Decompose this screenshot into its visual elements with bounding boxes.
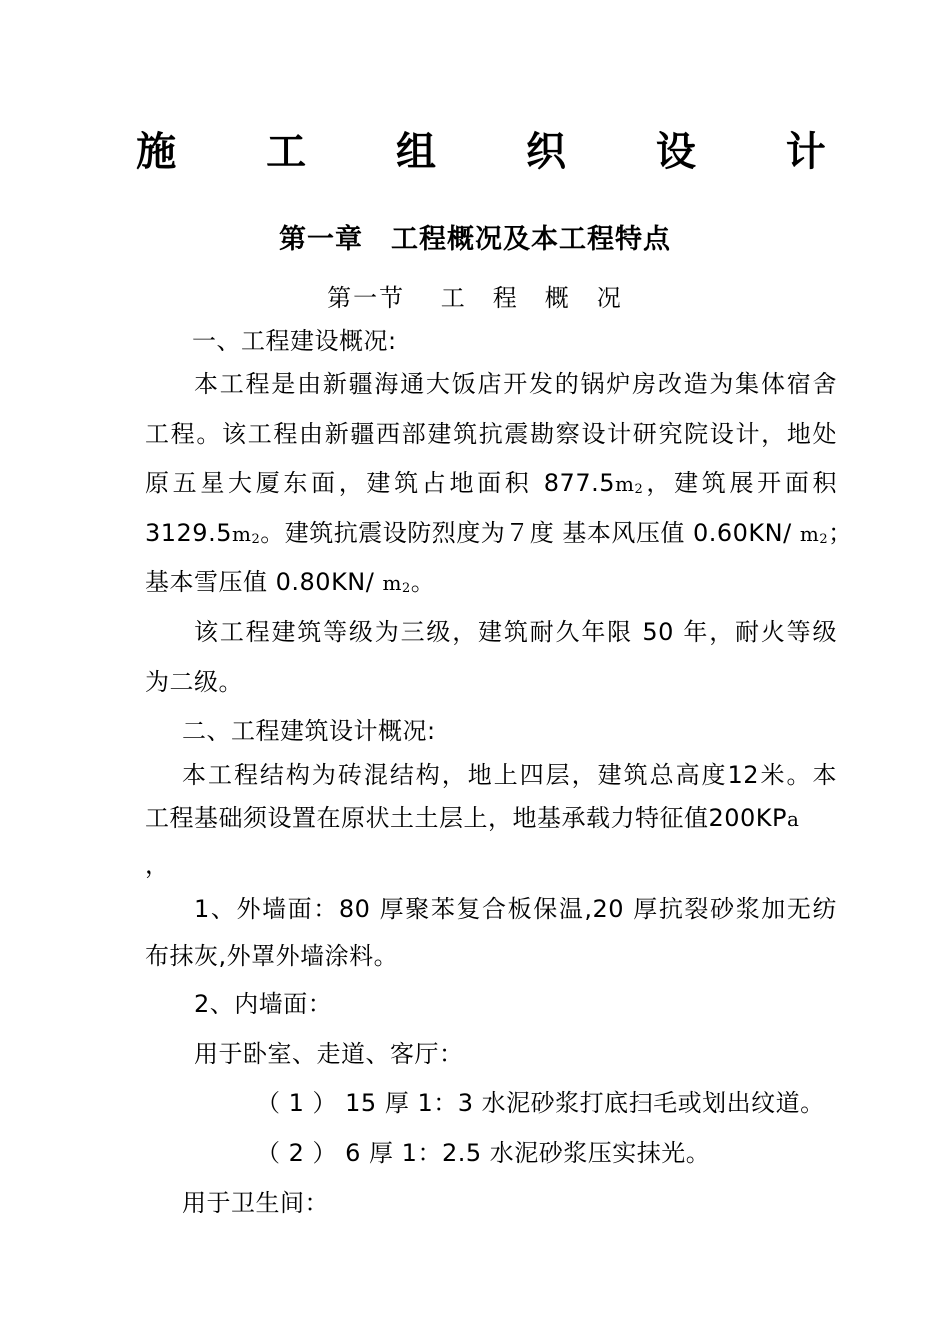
step-item: （ 2 ） 6 厚 1：2.5 水泥砂浆压实抹光。 bbox=[256, 1139, 711, 1167]
paragraph-text: 。建筑抗震设防烈度为７度 基本风压值 0.60KN/ bbox=[260, 519, 792, 547]
paragraph-line: ， bbox=[145, 851, 170, 879]
paragraph-text: 基本雪压值 0.80KN/ bbox=[145, 568, 375, 596]
section-heading: 第一节 工 程 概 况 bbox=[327, 284, 623, 312]
unit-square-meter: $m_2$ bbox=[615, 472, 644, 497]
subheading-construction-overview: 一、工程建设概况: bbox=[192, 327, 397, 355]
paragraph-line: 该工程建筑等级为三级，建筑耐久年限 50 年，耐火等级 bbox=[194, 618, 837, 646]
usage-label-bathroom: 用于卫生间： bbox=[182, 1189, 329, 1217]
paragraph-line: 本工程结构为砖混结构，地上四层，建筑总高度12米。本 bbox=[182, 761, 837, 789]
list-item-continuation: 布抹灰,外罩外墙涂料。 bbox=[145, 942, 399, 970]
paragraph-line bbox=[145, 803, 799, 834]
paragraph-line: 工程。该工程由新疆西部建筑抗震勘察设计研究院设计，地处 bbox=[145, 420, 837, 448]
paragraph-line bbox=[145, 567, 435, 604]
list-item-exterior-wall: 1、外墙面：80 厚聚苯复合板保温,20 厚抗裂砂浆加无纺 bbox=[194, 895, 837, 923]
paragraph-text: 原五星大厦东面，建筑占地面积 877.5 bbox=[145, 469, 615, 497]
paragraph-text: ； bbox=[828, 519, 853, 547]
chapter-heading: 第一章 工程概况及本工程特点 bbox=[279, 224, 671, 255]
paragraph-line bbox=[145, 468, 837, 505]
paragraph-line bbox=[145, 518, 853, 555]
unit-square-meter: $m_2$ bbox=[231, 522, 261, 547]
step-item: （ 1 ） 15 厚 1：3 水泥砂浆打底扫毛或划出纹道。 bbox=[256, 1089, 825, 1117]
unit-square-meter: $m_2$ bbox=[799, 522, 829, 547]
unit-square-meter: $m_2$ bbox=[382, 571, 411, 596]
paragraph-text: 3129.5 bbox=[145, 519, 232, 547]
paragraph-text: 工程基础须设置在原状土土层上，地基承载力特征值200KP bbox=[145, 804, 788, 832]
usage-label-bedroom: 用于卧室、走道、客厅： bbox=[194, 1040, 464, 1068]
subheading-architectural-design: 二、工程建筑设计概况: bbox=[182, 717, 436, 745]
paragraph-line: 为二级。 bbox=[145, 668, 243, 696]
unit-suffix: a bbox=[787, 807, 800, 831]
paragraph-text: ，建筑展开面积 bbox=[643, 469, 837, 497]
list-item-interior-wall: 2、内墙面： bbox=[194, 990, 333, 1018]
paragraph-text: 。 bbox=[410, 568, 436, 596]
paragraph-line: 本工程是由新疆海通大饭店开发的锅炉房改造为集体宿舍 bbox=[194, 370, 837, 398]
document-title: 施 工 组 织 设 计 bbox=[136, 129, 864, 175]
